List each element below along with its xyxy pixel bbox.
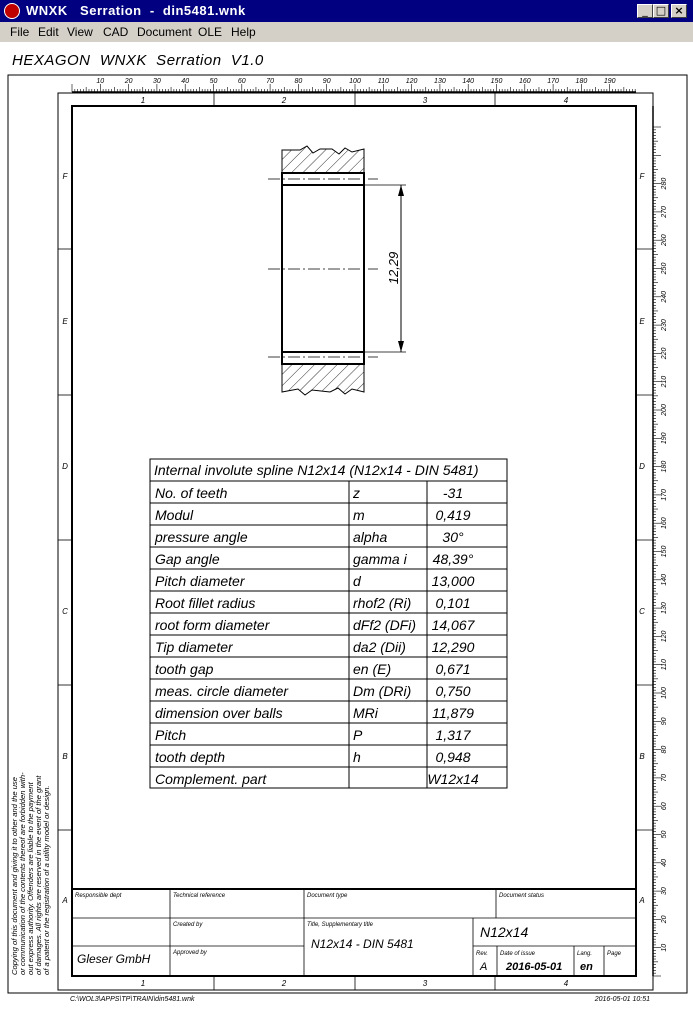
table-cell-symbol: alpha — [353, 529, 388, 545]
table-cell-value: 0,750 — [435, 683, 471, 699]
top-ruler-label: 70 — [266, 78, 274, 85]
table-cell-symbol: MRi — [353, 705, 378, 721]
right-ruler-label: 280 — [661, 177, 668, 190]
minimize-button[interactable]: _ — [637, 4, 653, 18]
right-ruler-label: 10 — [661, 943, 668, 952]
top-ruler-label: 80 — [294, 78, 303, 85]
right-ruler-labels — [661, 178, 668, 952]
table-cell-parameter: Pitch diameter — [155, 573, 245, 589]
table-cell-parameter: meas. circle diameter — [155, 683, 289, 699]
file-timestamp: 2016-05-01 10:51 — [594, 996, 650, 1003]
dimension-value: 12,29 — [386, 251, 401, 285]
label-lang: Lang. — [577, 951, 593, 957]
top-ruler-label: 20 — [124, 78, 133, 85]
right-ruler-label: 40 — [661, 858, 668, 867]
menu-document[interactable]: Document — [137, 25, 192, 39]
zone-col-2-top: 2 — [281, 96, 287, 105]
table-cell-value: 14,067 — [431, 617, 475, 633]
table-title: Internal involute spline N12x14 (N12x14 - DIN 5481) — [154, 462, 479, 478]
label-technical-reference: Technical reference — [173, 893, 226, 899]
table-cell-value: 0,671 — [435, 661, 471, 677]
menu-ole[interactable]: OLE — [198, 25, 223, 39]
table-cell-parameter: dimension over balls — [155, 705, 283, 721]
right-ruler-label: 170 — [661, 489, 668, 501]
label-responsible-dept: Responsible dept — [75, 893, 122, 899]
table-cell-parameter: Complement. part — [155, 771, 267, 787]
label-approved-by: Approved by — [173, 950, 207, 956]
zone-col-1-top: 1 — [140, 96, 146, 105]
issue-date: 2016-05-01 — [506, 961, 563, 973]
copyright-line-2: or communication of the contents thereof are forbidden with- — [18, 772, 27, 975]
table-cell-value: 0,948 — [435, 749, 471, 765]
zone-col-3-bottom: 3 — [422, 979, 428, 988]
table-cell-parameter: root form diameter — [155, 617, 270, 633]
hatched-wall-top — [282, 146, 364, 173]
right-ruler-label: 150 — [661, 545, 668, 558]
top-ruler-label: 90 — [322, 78, 331, 85]
right-ruler-label: 250 — [661, 262, 668, 275]
rev-value: A — [480, 961, 488, 973]
table-cell-symbol: d — [353, 573, 361, 589]
top-ruler-label: 150 — [490, 78, 503, 85]
table-cell-value: 13,000 — [431, 573, 475, 589]
right-ruler-label: 200 — [661, 404, 668, 416]
top-ruler — [72, 84, 635, 92]
table-cell-symbol: en (E) — [353, 661, 392, 677]
right-ruler-label: 140 — [661, 573, 668, 586]
company-name: Gleser GmbH — [77, 952, 151, 966]
menu-edit[interactable]: Edit — [38, 25, 59, 39]
table-cell-symbol: h — [353, 749, 361, 765]
menu-view[interactable]: View — [67, 25, 93, 39]
top-ruler-label: 60 — [237, 78, 246, 85]
top-ruler-label: 160 — [518, 78, 531, 85]
copyright-line-3: out express authority. Offenders are liable to the payment — [26, 782, 35, 975]
zone-col-1-bottom: 1 — [140, 979, 146, 988]
right-ruler-label: 160 — [661, 517, 668, 530]
table-cell-value: -31 — [442, 485, 464, 501]
label-rev: Rev. — [476, 951, 488, 957]
zone-row-e-right: E — [639, 317, 645, 326]
top-ruler-label: 120 — [405, 78, 418, 85]
file-path: C:\WOL3\APPS\TP\TRAIN\din5481.wnk — [70, 996, 195, 1003]
copyright-note — [10, 772, 51, 975]
table-cell-parameter: Modul — [155, 507, 194, 523]
hatched-wall-bottom — [282, 364, 364, 395]
right-ruler-label: 130 — [661, 602, 668, 614]
right-ruler-label: 230 — [661, 319, 668, 331]
zone-col-4-top: 4 — [563, 96, 569, 105]
table-cell-parameter: Root fillet radius — [155, 595, 256, 611]
right-ruler — [653, 127, 661, 976]
zone-row-c-right: C — [639, 607, 645, 616]
table-cell-value: W12x14 — [427, 771, 479, 787]
right-ruler-label: 80 — [661, 745, 668, 754]
app-heading: HEXAGON WNXK Serration V1.0 — [12, 52, 264, 69]
table-cell-value: 12,290 — [431, 639, 475, 655]
right-ruler-label: 120 — [661, 630, 668, 643]
copyright-line-4: of damages. All rights are reserved in the event of the grant — [34, 775, 43, 975]
table-cell-symbol: gamma i — [353, 551, 407, 567]
table-cell-symbol: m — [353, 507, 365, 523]
top-ruler-label: 50 — [209, 78, 218, 85]
right-ruler-label: 60 — [661, 802, 668, 811]
copyright-line-5: of a patent or the registration of a utility model or design. — [42, 785, 51, 975]
top-ruler-label: 30 — [153, 78, 161, 85]
menu-file[interactable]: File — [10, 25, 30, 39]
zone-row-f-left: F — [62, 172, 68, 181]
top-ruler-label: 110 — [377, 78, 389, 85]
menu-help[interactable]: Help — [231, 25, 256, 39]
zone-row-f-right: F — [639, 172, 645, 181]
table-cell-parameter: No. of teeth — [155, 485, 228, 501]
zone-row-c-left: C — [62, 607, 68, 616]
zone-col-3-top: 3 — [422, 96, 428, 105]
label-page: Page — [607, 951, 622, 957]
right-ruler-label: 100 — [661, 687, 668, 699]
table-cell-value: 30° — [442, 529, 464, 545]
maximize-button[interactable]: □ — [653, 4, 669, 18]
right-ruler-label: 110 — [661, 659, 668, 671]
part-number: N12x14 — [480, 924, 529, 940]
top-ruler-label: 180 — [575, 78, 588, 85]
zone-col-4-bottom: 4 — [563, 979, 569, 988]
table-cell-parameter: Gap angle — [155, 551, 220, 567]
dim-arrow-top — [398, 185, 404, 196]
dim-arrow-bottom — [398, 341, 404, 352]
table-cell-parameter: pressure angle — [155, 529, 248, 545]
right-ruler-label: 30 — [661, 887, 668, 895]
language: en — [580, 961, 593, 973]
zone-col-2-bottom: 2 — [281, 979, 287, 988]
table-cell-value: 0,419 — [435, 507, 471, 523]
top-ruler-label: 100 — [349, 78, 361, 85]
table-cell-value: 11,879 — [432, 705, 474, 721]
table-cell-parameter: Tip diameter — [155, 639, 233, 655]
top-ruler-label: 130 — [434, 78, 446, 85]
right-ruler-label: 210 — [661, 375, 668, 388]
right-ruler-label: 20 — [661, 915, 668, 924]
top-ruler-label: 170 — [547, 78, 559, 85]
zone-row-b-left: B — [62, 752, 68, 761]
window-title: WNXK Serration - din5481.wnk — [26, 3, 246, 18]
label-created-by: Created by — [173, 922, 203, 928]
zone-row-e-left: E — [62, 317, 68, 326]
table-cell-symbol: da2 (Dii) — [353, 639, 406, 655]
spline-tooth-bottom — [282, 352, 364, 364]
right-ruler-label: 220 — [661, 347, 668, 360]
label-date-of-issue: Date of issue — [500, 951, 536, 957]
zone-row-a-left: A — [62, 896, 68, 905]
top-ruler-label: 190 — [603, 78, 616, 85]
table-cell-value: 48,39° — [432, 551, 474, 567]
table-cell-symbol: dFf2 (DFi) — [353, 617, 416, 633]
table-cell-symbol: rhof2 (Ri) — [353, 595, 412, 611]
spline-data-table — [150, 459, 507, 788]
table-cell-symbol: P — [353, 727, 363, 743]
part-title: N12x14 - DIN 5481 — [311, 937, 414, 951]
table-cell-parameter: Pitch — [155, 727, 187, 743]
outer-frame — [8, 75, 687, 993]
top-ruler-label: 40 — [181, 78, 190, 85]
label-document-type: Document type — [307, 893, 348, 899]
table-cell-symbol: Dm (DRi) — [353, 683, 412, 699]
table-cell-parameter: tooth depth — [155, 749, 226, 765]
table-cell-symbol: z — [353, 485, 360, 501]
copyright-line-1: Copying of this document and giving it to other and the use — [10, 777, 19, 975]
table-cell-value: 1,317 — [435, 727, 471, 743]
table-cell-parameter: tooth gap — [155, 661, 214, 677]
label-title: Title, Supplementary title — [307, 922, 373, 928]
menu-cad[interactable]: CAD — [103, 25, 129, 39]
right-ruler-label: 240 — [661, 290, 668, 303]
zone-row-d-left: D — [62, 462, 68, 471]
right-ruler-label: 70 — [661, 774, 668, 782]
spline-section-drawing — [268, 146, 406, 395]
right-ruler-label: 90 — [661, 717, 668, 726]
top-ruler-label: 140 — [462, 78, 475, 85]
zone-row-a-right: A — [639, 896, 645, 905]
top-ruler-label: 10 — [96, 78, 105, 85]
table-cell-value: 0,101 — [435, 595, 471, 611]
right-ruler-label: 180 — [661, 460, 668, 473]
close-button[interactable]: × — [671, 4, 687, 18]
zone-row-b-right: B — [639, 752, 645, 761]
label-document-status: Document status — [499, 893, 545, 899]
top-ruler-labels — [96, 78, 615, 85]
right-ruler-label: 50 — [661, 830, 668, 839]
right-ruler-label: 270 — [661, 206, 668, 218]
zone-row-d-right: D — [639, 462, 645, 471]
right-ruler-label: 260 — [661, 234, 668, 247]
right-ruler-label: 190 — [661, 432, 668, 445]
